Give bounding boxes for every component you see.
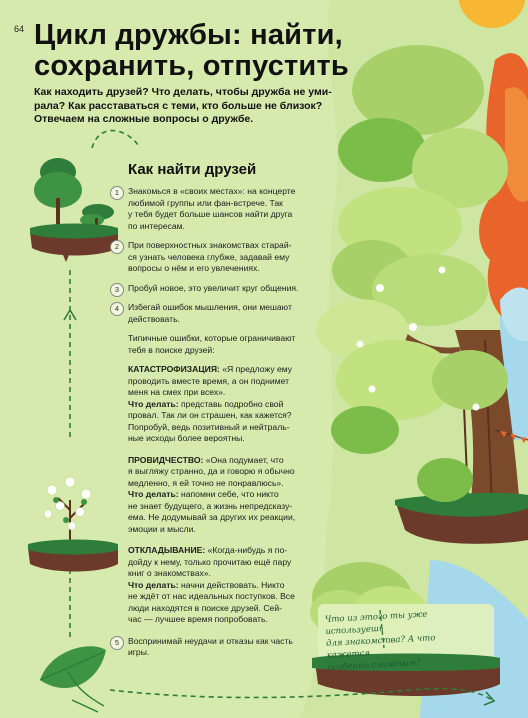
what-text: час — лучшее время попробовать. — [128, 614, 268, 624]
item-number: 1 — [110, 186, 124, 200]
error-quote: медленно, я ей точно не понравлюсь». — [128, 477, 284, 488]
error-quote: «Когда-нибудь я по- — [205, 545, 288, 555]
what-text: представь подробно свой — [178, 398, 284, 409]
error-quote: дойду к нему, только прочитаю ещё пару — [128, 556, 292, 567]
intro-line: тебя в поиске друзей: — [128, 344, 215, 355]
item-number: 3 — [110, 283, 124, 297]
section-title: Как найти друзей — [128, 161, 257, 178]
error-block — [128, 364, 318, 445]
error-name: ПРОВИДЧЕСТВО: — [128, 454, 204, 465]
item-text: игры. — [128, 647, 150, 657]
what-text: не знает будущего, а жизнь непредсказу- — [128, 500, 293, 511]
error-quote: я выгляжу странно, да и говорю я обычно — [128, 466, 295, 476]
list-item — [114, 282, 318, 295]
what-text: люди находятся в поиске друзей. Сей- — [128, 602, 282, 613]
what-text: напомни себе, что никто — [178, 489, 279, 499]
list-item — [114, 186, 318, 232]
page-title — [34, 20, 414, 82]
intro-line: Типичные ошибки, которые ограничивают — [128, 333, 296, 343]
item-number: 5 — [110, 636, 124, 650]
item-text: действовать. — [128, 313, 180, 324]
what-text: Попробуй, ведь позитивный и нейтраль- — [128, 421, 290, 432]
item-number: 4 — [110, 302, 124, 316]
item-text: Воспринимай неудачи и отказы как часть — [128, 635, 293, 646]
what-label: Что делать: — [128, 579, 179, 590]
error-quote: «Она подумает, что — [203, 454, 284, 465]
error-block — [128, 545, 318, 626]
what-text: ные исходы более вероятны. — [128, 433, 245, 443]
error-quote: книг о знакомствах». — [128, 568, 211, 578]
item-text: у тебя будет больше шансов найти друга — [128, 209, 293, 219]
error-quote: «Я предложу ему — [219, 364, 293, 374]
item-text: Пробуй новое, это увеличит круг общения. — [128, 282, 299, 293]
note-line: особенно сложным? — [327, 658, 421, 673]
page-number: 64 — [14, 24, 25, 34]
item-text: Знакомься в «своих местах»: на концерте — [128, 186, 296, 196]
lead-line: рала? Как расставаться с теми, кто больше не близок? — [34, 99, 323, 112]
title-line: Цикл дружбы: найти, — [34, 19, 343, 51]
lead-paragraph — [34, 86, 344, 127]
handwritten-question — [325, 606, 478, 674]
item-text: по интересам. — [128, 220, 185, 231]
error-quote: проводить вместе время, а он поднимет — [128, 375, 290, 386]
item-text: вопросы о нём и его увлечениях. — [128, 263, 260, 273]
note-line: Что из этого ты уже используешь — [324, 609, 428, 637]
lead-line: Отвечаем на сложные вопросы о дружбе. — [34, 113, 254, 125]
what-text: ема. Не додумывай за других их реакции, — [128, 512, 296, 522]
item-number: 2 — [110, 240, 124, 254]
what-label: Что делать: — [128, 398, 179, 409]
title-line: сохранить, отпустить — [34, 50, 349, 82]
what-label: Что делать: — [128, 489, 179, 499]
item-text: ся узнать человека глубже, задавай ему — [128, 251, 290, 262]
error-quote: меня на смех при всех». — [128, 387, 226, 397]
list-item — [114, 635, 318, 659]
error-name: КАТАСТРОФИЗАЦИЯ: — [128, 364, 220, 374]
item-text: Избегай ошибок мышления, они мешают — [128, 302, 292, 312]
error-block — [128, 455, 318, 536]
note-line: для знакомства? А что кажется — [325, 633, 436, 661]
item-text: При поверхностных знакомствах старай- — [128, 240, 292, 250]
what-text: провал. Так ли он страшен, как кажется? — [128, 410, 292, 420]
what-text: эмоции и мысли. — [128, 523, 196, 534]
errors-intro — [128, 333, 318, 356]
error-name: ОТКЛАДЫВАНИЕ: — [128, 545, 206, 555]
what-text: начни действовать. Никто — [178, 579, 285, 590]
what-text: не ждёт от нас идеальных поступков. Все — [128, 591, 295, 601]
item-text: любимой группы или фан-встрече. Так — [128, 197, 283, 208]
list-item — [114, 240, 318, 275]
lead-line: Как находить друзей? Что делать, чтобы дружба не уми- — [34, 86, 332, 98]
list-item — [114, 302, 318, 325]
article-body — [114, 186, 318, 667]
